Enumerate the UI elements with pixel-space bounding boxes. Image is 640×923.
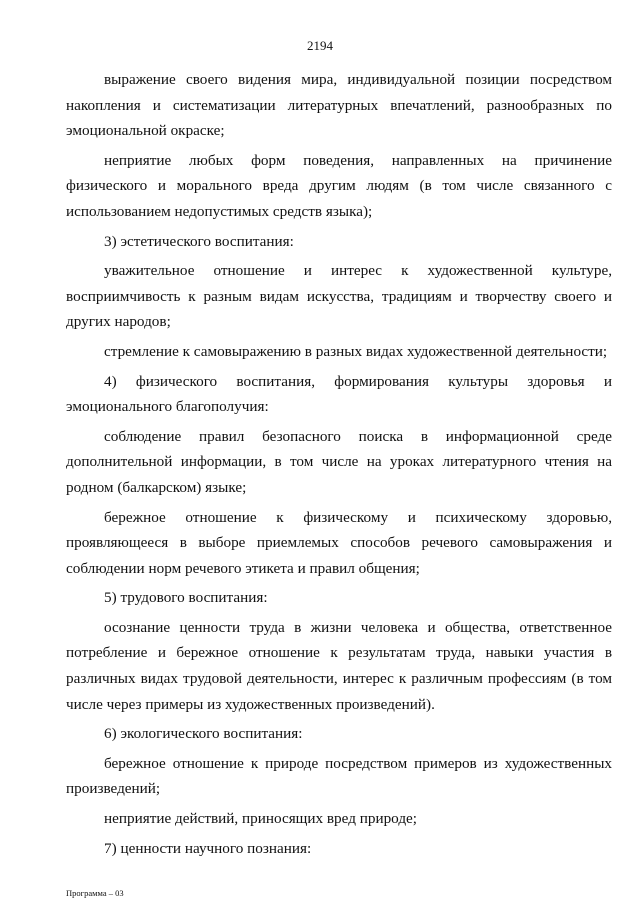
section-heading: 3) эстетического воспитания: xyxy=(104,232,294,250)
paragraph: неприятие любых форм поведения, направленных на причинение физического и морального вреда другим людям (в том числе связанного с использованием недопустимых средств языка); xyxy=(66,151,612,220)
document-body xyxy=(66,67,612,861)
section-heading: 5) трудового воспитания: xyxy=(104,589,268,607)
paragraph: соблюдение правил безопасного поиска в информационной среде дополнительной информации, в том числе на уроках литературного чтения на родном (балкарском) языке; xyxy=(66,427,612,496)
paragraph: бережное отношение к физическому и психическому здоровью, проявляющееся в выборе приемлемых способов речевого самовыражения и соблюдении норм речевого этикета и правил общения; xyxy=(66,508,612,577)
paragraph: неприятие действий, приносящих вред природе; xyxy=(104,810,418,828)
paragraph: бережное отношение к природе посредством примеров из художественных произведений; xyxy=(66,754,612,798)
section-heading: 7) ценности научного познания: xyxy=(104,839,312,857)
paragraph: уважительное отношение и интерес к художественной культуре, восприимчивость к разным видам искусства, традициям и творчеству своего и других народов; xyxy=(66,262,612,331)
footer-label: Программа – 03 xyxy=(66,888,124,898)
section-heading: 6) экологического воспитания: xyxy=(104,725,303,743)
paragraph: стремление к самовыражению в разных видах художественной деятельности; xyxy=(104,342,608,360)
section-heading: 4) физического воспитания, формирования культуры здоровья и эмоционального благополучия: xyxy=(66,372,612,416)
paragraph: выражение своего видения мира, индивидуальной позиции посредством накопления и систематизации литературных впечатлений, разнообразных по эмоциональной окраске; xyxy=(66,71,612,140)
page-number: 2194 xyxy=(307,38,333,53)
paragraph: осознание ценности труда в жизни человека и общества, ответственное потребление и бережное отношение к результатам труда, навыки участия в различных видах трудовой деятельности, интерес к различным профессиям (в том числе через примеры из художественных произведений). xyxy=(66,618,612,713)
